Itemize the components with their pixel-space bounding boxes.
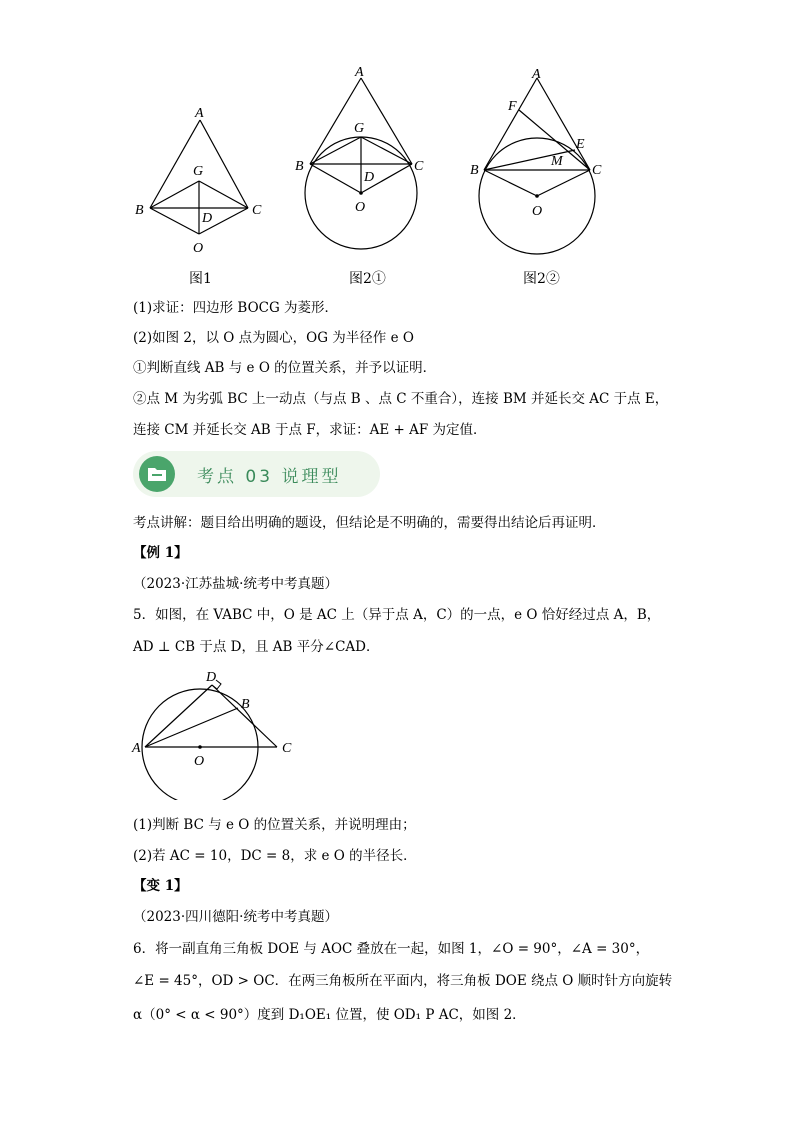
example1-figure bbox=[128, 665, 308, 800]
example1-q2: (2)若 AC = 10，DC = 8，求 e O 的半径长． bbox=[133, 848, 417, 864]
variant1-line1: 6．将一副直角三角板 DOE 与 AOC 叠放在一起，如图 1，∠O = 90°，∠A = 30°， bbox=[133, 941, 650, 957]
ex1-label-D: D bbox=[206, 670, 217, 685]
fig1-label-A: A bbox=[195, 106, 204, 121]
fig2b-label-B: B bbox=[470, 163, 479, 178]
fig2b-label-A: A bbox=[532, 67, 541, 82]
fig1-label-G: G bbox=[193, 164, 204, 179]
figure-1 bbox=[130, 98, 270, 260]
fig1-label-D: D bbox=[202, 211, 213, 226]
figure-2a bbox=[290, 60, 430, 260]
fig2b-label-E: E bbox=[576, 137, 585, 152]
ex1-label-O: O bbox=[194, 754, 205, 769]
fig2b-label-M: M bbox=[551, 154, 563, 169]
figure-2b bbox=[465, 60, 615, 260]
example1-line1: 5．如图，在 VABC 中，O 是 AC 上（异于点 A，C）的一点，e O 恰好经过点 A，B， bbox=[133, 607, 661, 623]
example1-line2: AD ⊥ CB 于点 D，且 AB 平分∠CAD． bbox=[133, 639, 380, 655]
fig2b-label-O: O bbox=[532, 204, 543, 219]
folder-icon bbox=[139, 456, 175, 492]
problem4-q2-2a: ②点 M 为劣弧 BC 上一动点（与点 B 、点 C 不重合），连接 BM 并延长交 AC 于点 E， bbox=[133, 391, 669, 407]
fig2a-label-D: D bbox=[364, 170, 375, 185]
fig2b-label-F: F bbox=[508, 99, 517, 114]
caption-fig2a: 图2① bbox=[349, 271, 386, 287]
problem4-q2-2b: 连接 CM 并延长交 AB 于点 F，求证：AE + AF 为定值． bbox=[133, 422, 487, 438]
problem4-q2: (2)如图 2，以 O 点为圆心，OG 为半径作 e O bbox=[133, 330, 414, 346]
fig2a-label-B: B bbox=[295, 159, 304, 174]
fig1-label-B: B bbox=[135, 203, 144, 218]
example1-tag: 【例 1】 bbox=[133, 545, 188, 561]
fig2a-label-G: G bbox=[354, 121, 365, 136]
fig1-label-C: C bbox=[252, 203, 262, 218]
variant1-source: （2023·四川德阳·统考中考真题） bbox=[133, 909, 338, 925]
ex1-label-B: B bbox=[241, 697, 250, 712]
variant1-line3: α（0° < α < 90°）度到 D₁OE₁ 位置，使 OD₁ P AC，如图 2． bbox=[133, 1007, 526, 1023]
problem4-q2-1: ①判断直线 AB 与 e O 的位置关系，并予以证明． bbox=[133, 360, 437, 376]
example1-q1: (1)判断 BC 与 e O 的位置关系，并说明理由； bbox=[133, 817, 416, 833]
explain-text: 考点讲解：题目给出明确的题设，但结论是不明确的，需要得出结论后再证明． bbox=[133, 515, 606, 531]
caption-fig1: 图1 bbox=[189, 271, 212, 287]
ex1-label-A: A bbox=[132, 741, 141, 756]
fig2a-label-C: C bbox=[414, 159, 424, 174]
fig2a-label-A: A bbox=[355, 65, 364, 80]
ex1-label-C: C bbox=[282, 741, 292, 756]
caption-fig2b: 图2② bbox=[523, 271, 560, 287]
section-banner bbox=[133, 451, 380, 497]
problem4-q1: (1)求证：四边形 BOCG 为菱形． bbox=[133, 300, 339, 316]
variant1-tag: 【变 1】 bbox=[133, 878, 188, 894]
fig2a-label-O: O bbox=[355, 200, 366, 215]
section-title: 考点 03 说理型 bbox=[197, 467, 342, 487]
fig2b-label-C: C bbox=[592, 163, 602, 178]
fig1-label-O: O bbox=[193, 241, 204, 256]
variant1-line2: ∠E = 45°，OD > OC．在两三角板所在平面内，将三角板 DOE 绕点 O 顺时针方向旋转 bbox=[133, 973, 673, 989]
example1-source: （2023·江苏盐城·统考中考真题） bbox=[133, 576, 338, 592]
